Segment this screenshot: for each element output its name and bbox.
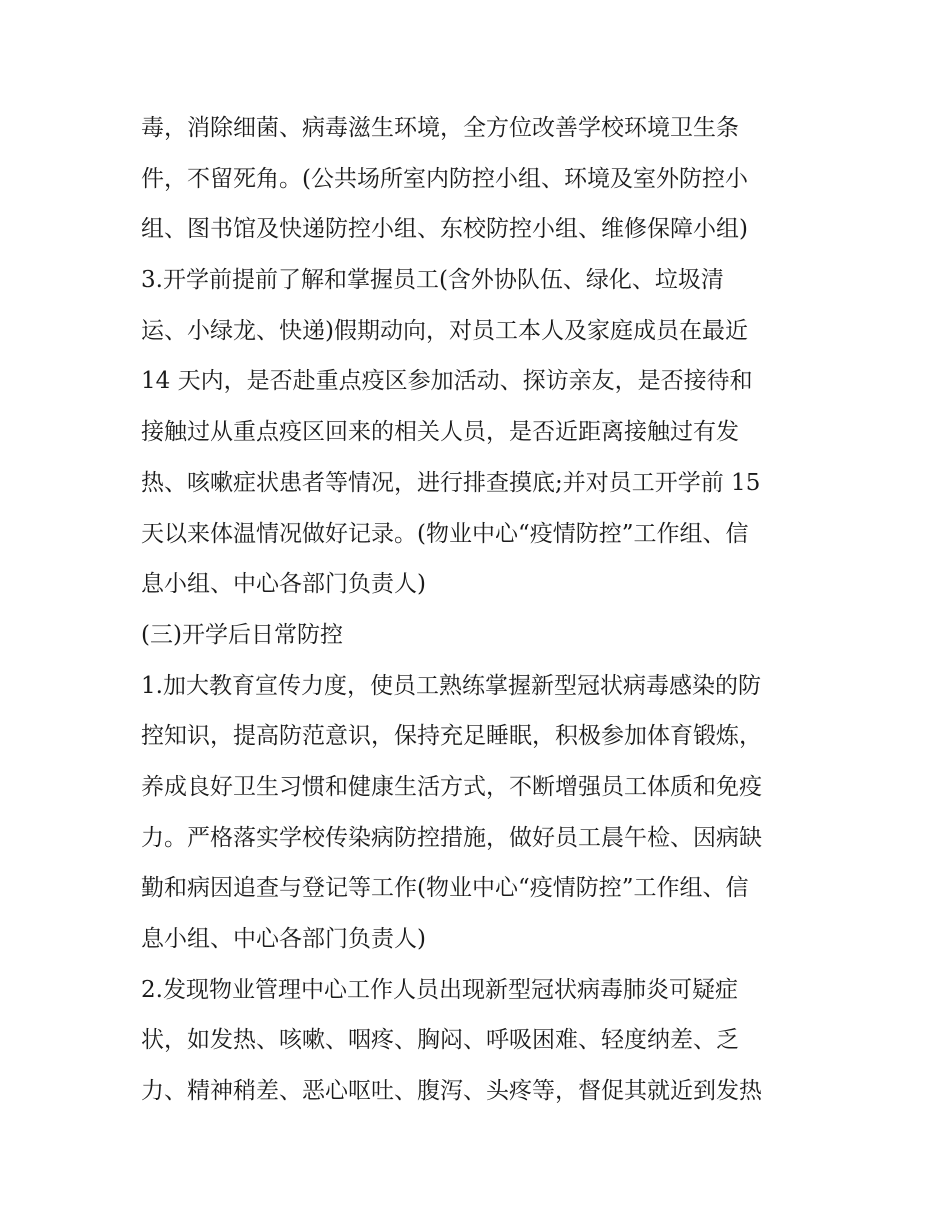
text-line: 控知识，提高防范意识，保持充足睡眠，积极参加体育锻炼， <box>141 723 762 750</box>
section-heading: (三)开学后日常防控 <box>141 621 343 648</box>
text-line: 接触过从重点疫区回来的相关人员，是否近距离接触过有发 <box>141 419 739 446</box>
text-line: 组、图书馆及快递防控小组、东校防控小组、维修保障小组) <box>141 216 748 243</box>
text-line: 3.开学前提前了解和掌握员工(含外协队伍、绿化、垃圾清 <box>141 267 724 294</box>
text-line: 运、小绿龙、快递)假期动向，对员工本人及家庭成员在最近 <box>141 317 748 344</box>
text-line: 力、精神稍差、恶心呕吐、腹泻、头疼等，督促其就近到发热 <box>141 1078 762 1105</box>
text-line: 养成良好卫生习惯和健康生活方式，不断增强员工体质和免疫 <box>141 773 762 800</box>
document-body <box>141 103 831 1117</box>
text-line: 14 天内，是否赴重点疫区参加活动、探访亲友，是否接待和 <box>141 368 753 395</box>
text-line: 热、咳嗽症状患者等情况，进行排查摸底;并对员工开学前 15 <box>141 469 761 496</box>
text-line: 力。严格落实学校传染病防控措施，做好员工晨午检、因病缺 <box>141 824 762 851</box>
text-line: 2.发现物业管理中心工作人员出现新型冠状病毒肺炎可疑症 <box>141 976 738 1003</box>
text-line: 毒，消除细菌、病毒滋生环境，全方位改善学校环境卫生条 <box>141 115 739 141</box>
text-line: 状，如发热、咳嗽、咽疼、胸闷、呼吸困难、轻度纳差、乏 <box>141 1027 739 1054</box>
text-line: 天以来体温情况做好记录。(物业中心“疫情防控”工作组、信 <box>141 520 749 547</box>
text-line: 1.加大教育宣传力度，使员工熟练掌握新型冠状病毒感染的防 <box>141 672 761 699</box>
text-line: 息小组、中心各部门负责人) <box>141 571 426 598</box>
text-line: 件，不留死角。(公共场所室内防控小组、环境及室外防控小 <box>141 165 748 192</box>
text-line: 勤和病因追查与登记等工作(物业中心“疫情防控”工作组、信 <box>141 875 749 902</box>
text-line: 息小组、中心各部门负责人) <box>141 926 426 952</box>
